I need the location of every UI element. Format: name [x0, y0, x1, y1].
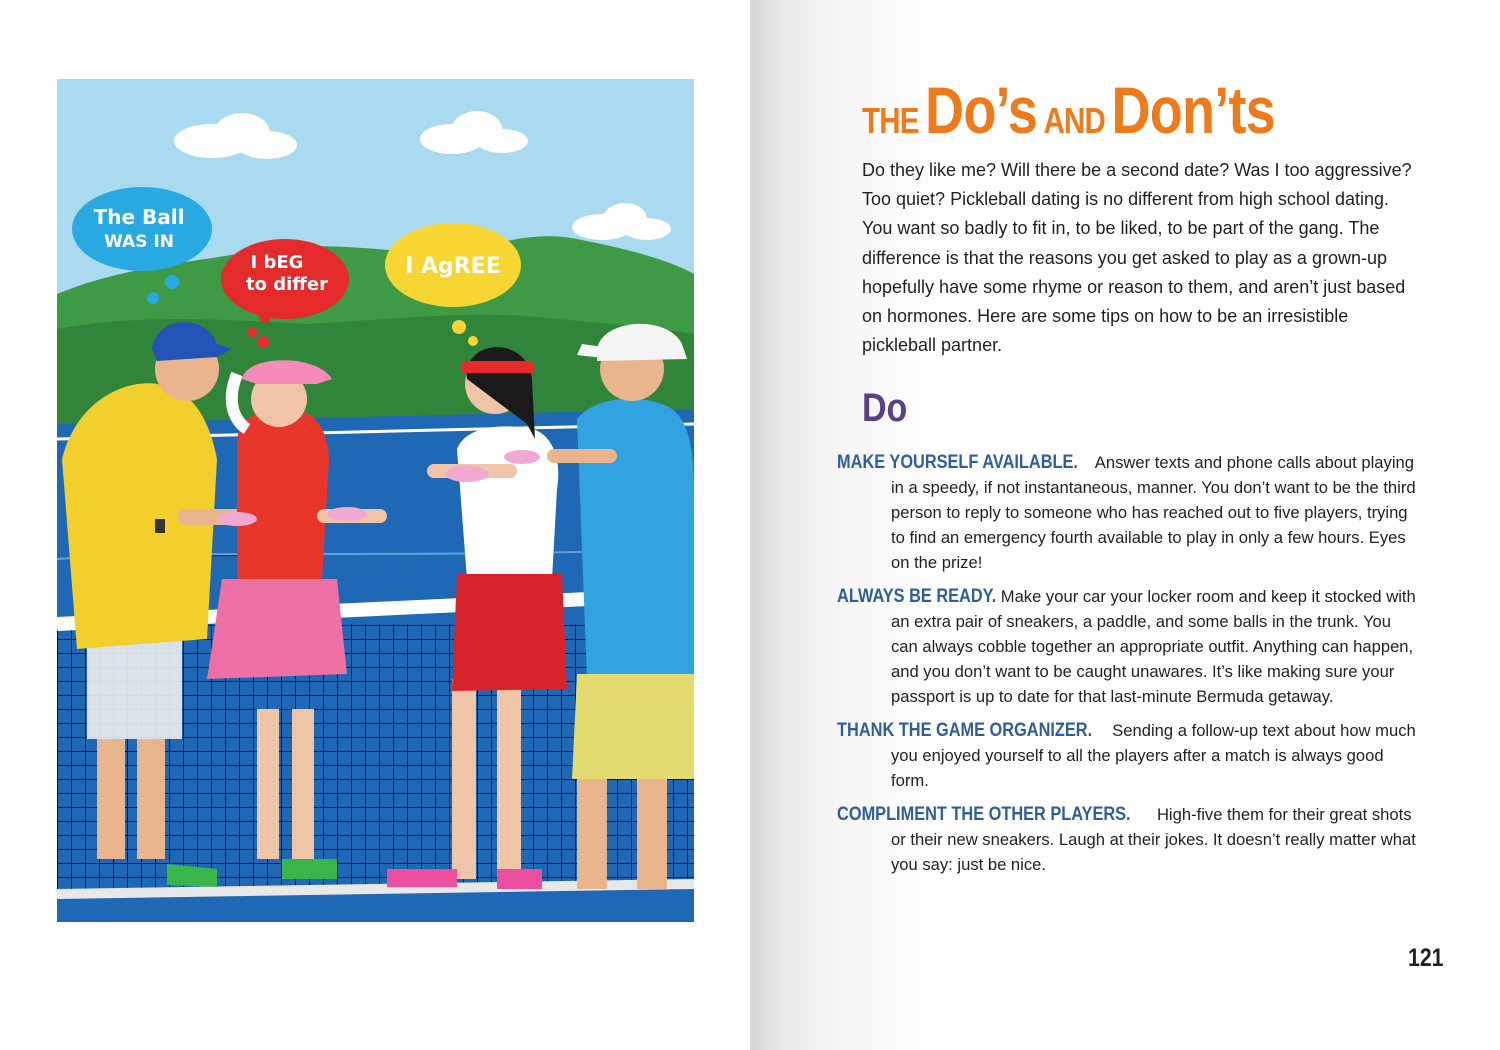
bubble-text-ball-line1: The Ball [93, 205, 185, 229]
tip-heading: COMPLIMENT THE OTHER PLAYERS. [837, 804, 1131, 825]
title-word-dos: Do’s [925, 73, 1038, 147]
page-number: 121 [1408, 944, 1444, 972]
title-word-and: AND [1043, 100, 1106, 141]
tip-item [837, 450, 1422, 575]
bubble-text-differ-line1: I bEG [250, 252, 304, 273]
tip-body: High-five them for their great shots or their new sneakers. Laugh at their jokes. It doesn’t really matter what you say: just be nice. [891, 805, 1416, 874]
tips-list [837, 450, 1422, 886]
bubble-text-ball-line2: WAS IN [104, 232, 174, 252]
tip-heading: ALWAYS BE READY. [837, 586, 997, 607]
page-title [862, 72, 1275, 148]
tip-body: Answer texts and phone calls about playing in a speedy, if not instantaneous, manner. You don’t want to be the third person to reply to someone who has reached out to five players, trying to find an emergency fourth available to play in only a few hours. Eyes on the prize! [891, 453, 1416, 572]
section-heading-do: Do [862, 386, 908, 430]
tip-item [837, 718, 1422, 793]
tip-item [837, 584, 1422, 709]
tip-item [837, 802, 1422, 877]
tip-heading: THANK THE GAME ORGANIZER. [837, 720, 1093, 741]
tip-heading: MAKE YOURSELF AVAILABLE. [837, 452, 1078, 473]
title-word-the: THE [862, 100, 919, 141]
title-word-donts: Don’ts [1111, 73, 1275, 147]
tip-body: Make your car your locker room and keep it stocked with an extra pair of sneakers, a paddle, and some balls in the trunk. You can always cobble together an appropriate outfit. Anything can happen, and you don’t want to be caught unawares. It’s like making sure your passport is up to date for that last-minute Bermuda getaway. [891, 587, 1416, 706]
intro-paragraph: Do they like me? Will there be a second date? Was I too aggressive? Too quiet? Pickleball dating is no different from high school dating. You want so badly to fit in, to be liked, to be part of the gang. The difference is that the reasons you get asked to play as a grown-up hopefully have some rhyme or reason to them, and aren’t just based on hormones. Here are some tips on how to be an irresistible pickleball partner. [862, 160, 1412, 356]
bubble-text-differ-line2: to differ [246, 274, 328, 295]
pickleball-illustration [57, 79, 694, 922]
bubble-text-agree: I AgREE [405, 254, 501, 279]
tip-body: Sending a follow-up text about how much you enjoyed yourself to all the players after a match is always good form. [891, 721, 1416, 790]
